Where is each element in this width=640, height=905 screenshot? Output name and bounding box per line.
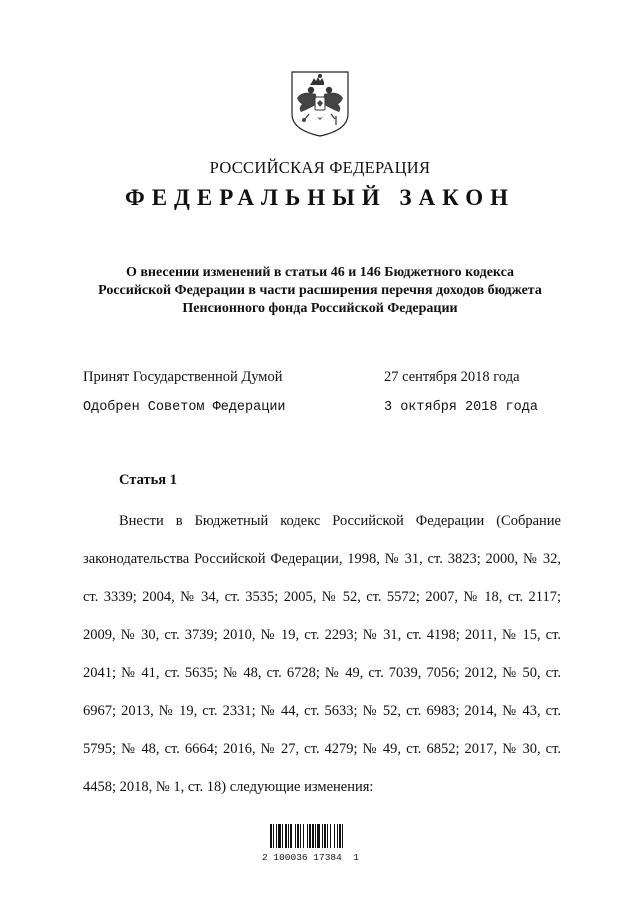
- law-title: О внесении изменений в статьи 46 и 146 Бюджетного кодекса Российской Федерации в части расширения перечня доходов бюджета Пенсионного фонда Российской Федерации: [98, 265, 542, 316]
- barcode-block: [262, 820, 384, 870]
- barcode-number: 2 100036 17384 1: [262, 852, 359, 863]
- document-type-heading: ФЕДЕРАЛЬНЫЙ ЗАКОН: [124, 185, 516, 210]
- adoption-date: 27 сентября 2018 года: [384, 369, 520, 385]
- article-title: Статья 1: [119, 472, 177, 488]
- adoption-label: Принят Государственной Думой: [83, 369, 283, 385]
- country-heading: РОССИЙСКАЯ ФЕДЕРАЦИЯ: [209, 158, 431, 177]
- adoption-label: Одобрен Советом Федерации: [83, 400, 286, 415]
- article-text: Внести в Бюджетный кодекс Российской Федерации (Собрание законодательства Российской Федерации, 1998, № 31, ст. 3823; 2000, № 32, ст. 3339; 2004, № 34, ст. 3535; 2005, № 52, ст. 5572; 2007, № 18, ст. 2117; 2009, № 30, ст. 3739; 2010, № 19, ст. 2293; № 31, ст. 4198; 2011, № 15, ст. 2041; № 41, ст. 5635; № 48, ст. 6728; № 49, ст. 7039, 7056; 2012, № 50, ст. 6967; 2013, № 19, ст. 2331; № 44, ст. 5633; № 52, ст. 6983; 2014, № 43, ст. 5795; № 48, ст. 6664; 2016, № 27, ст. 4279; № 49, ст. 6852; 2017, № 30, ст. 4458; 2018, № 1, ст. 18) следующие изменения:: [83, 513, 561, 795]
- adoption-row-council: [83, 400, 543, 420]
- adoption-row-duma: [83, 369, 543, 389]
- russian-coat-of-arms-icon: [290, 70, 350, 138]
- article-body: [83, 502, 561, 806]
- barcode-icon: [262, 820, 384, 850]
- adoption-date: 3 октября 2018 года: [384, 400, 538, 415]
